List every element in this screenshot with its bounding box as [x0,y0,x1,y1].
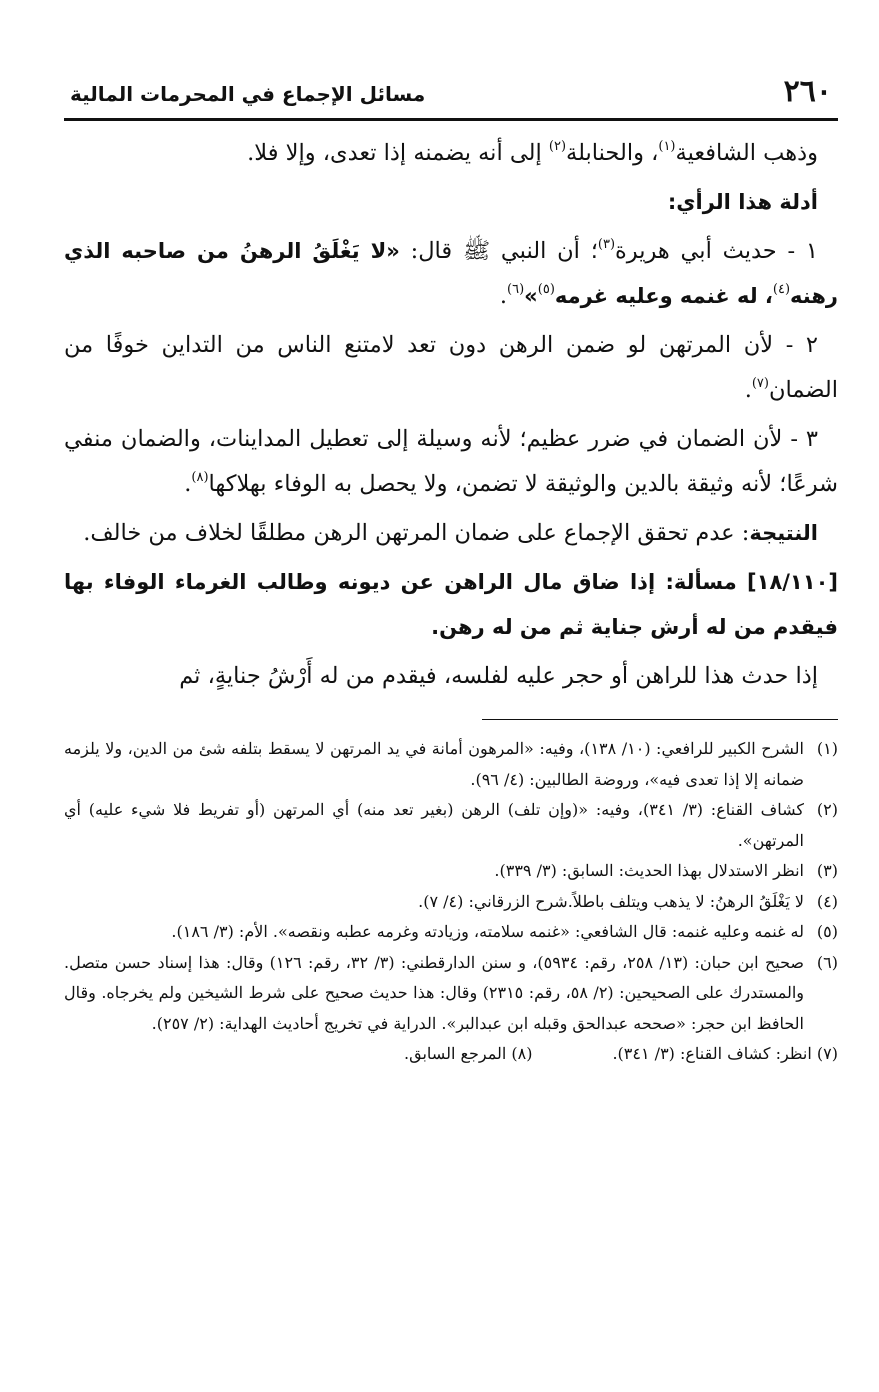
main-text [64,131,838,699]
paragraph-evidence-3: ٣ - لأن الضمان في ضرر عظيم؛ لأنه وسيلة إلى تعطيل المداينات، والضمان منفي شرعًا؛ لأنه وثيقة بالدين والوثيقة لا تضمن، ولا يحصل به الوفاء بهلاكها$^{(٨)}$. [64,426,838,497]
footnote-ref[interactable]: (١) [658,139,676,154]
footnote-item: (٦) صحيح ابن حبان: (١٣/ ٢٥٨، رقم: ٥٩٣٤)، و سنن الدارقطني: (٣/ ٣٢، رقم: ١٢٦) وقال: هذا إسناد حسن متصل. والمستدرك على الصحيحين: (٢/ ٥٨، رقم: ٢٣١٥) وقال: هذا حديث صحيح على شرط الشيخين ولم يخرجاه. وقال الحافظ ابن حجر: «صححه عبدالحق وقبله ابن عبدالبر». الدراية في تخريج أحاديث الهداية: (٢/ ٢٥٧). [64,952,838,1033]
footnote-ref[interactable]: (٤) [772,282,791,297]
hadith-text: «لا يَغْلَقُ الرهنُ من صاحبه الذي رهنه [64,239,838,308]
paragraph-evidence-1: ١ - حديث أبي هريرة$^{(٣)}$؛ أن النبي ﷺ قال: «لا يَغْلَقُ الرهنُ من صاحبه الذي رهنه$^{(٤)}$، له غنمه وعليه غرمه$^{(٥)}$»$^{(٦)}$. [64,237,838,309]
footnote-rule [482,719,838,720]
footnote-item: (٣) انظر الاستدلال بهذا الحديث: السابق: (٣/ ٣٣٩). [494,861,838,880]
page-number: ٢٦٠ [783,74,832,109]
masala-heading: [١٨/١١٠] مسألة: إذا ضاق مال الراهن عن ديونه وطالب الغرماء الوفاء بها فيقدم من له أرش جناية ثم من له رهن. [64,570,838,639]
footnote-row-last [64,1039,838,1070]
paragraph-masala-body: إذا حدث هذا للراهن أو حجر عليه لفلسه، فيقدم من له أَرْشُ جنايةٍ، ثم [179,663,818,689]
footnote-ref[interactable]: (٨) [191,470,209,485]
footnote-item: (٥) له غنمه وعليه غنمه: قال الشافعي: «غنمه سلامته، وزيادته وغرمه عطبه ونقصه». الأم: (٣/ ١٨٦). [171,922,838,941]
paragraph-schools: وذهب الشافعية$^{(١)}$، والحنابلة$^{(٢)}$ إلى أنه يضمنه إذا تعدى، وإلا فلا. [247,139,818,166]
header-rule [64,118,838,121]
page-header [64,70,838,112]
footnote-item: (٤) لا يَغْلَقُ الرهنُ: لا يذهب ويتلف باطلاً.شرح الزرقاني: (٤/ ٧). [418,891,838,911]
footnote-ref[interactable]: (٢) [548,139,567,154]
running-title: مسائل الإجماع في المحرمات المالية [70,82,426,106]
book-page [64,70,838,1070]
footnote-ref[interactable]: (٣) [597,237,616,252]
paragraph-result: النتيجة: عدم تحقق الإجماع على ضمان المرتهن الرهن مطلقًا لخلاف من خالف. [83,520,818,546]
footnote-ref[interactable]: (٥) [537,282,555,297]
footnotes [64,734,838,1070]
footnote-item: (١) الشرح الكبير للرافعي: (١٠/ ١٣٨)، وفيه: «المرهون أمانة في يد المرتهن لا يسقط بتلفه شئ من الدين، ولا يلزمه ضمانه إلا إذا تعدى فيه»، وروضة الطالبين: (٤/ ٩٦). [64,739,838,789]
paragraph-evidence-2: ٢ - لأن المرتهن لو ضمن الرهن دون تعد لامتنع الناس من التداين خوفًا من الضمان$^{(٧)}$. [64,332,838,403]
footnote-item: (٨) المرجع السابق. [404,1044,533,1063]
footnote-ref[interactable]: (٧) [751,376,769,391]
result-label: النتيجة [749,521,818,545]
footnote-item: (٢) كشاف القناع: (٣/ ٣٤١)، وفيه: «(وإن تلف) الرهن (بغير تعد منه) أي المرتهن (أو تفريط فلا شيء عليه) أي المرتهن». [64,800,838,850]
footnote-ref[interactable]: (٦) [507,282,525,297]
evidence-heading: أدلة هذا الرأي: [667,190,818,214]
footnote-item: (٧) انظر: كشاف القناع: (٣/ ٣٤١). [612,1044,838,1063]
